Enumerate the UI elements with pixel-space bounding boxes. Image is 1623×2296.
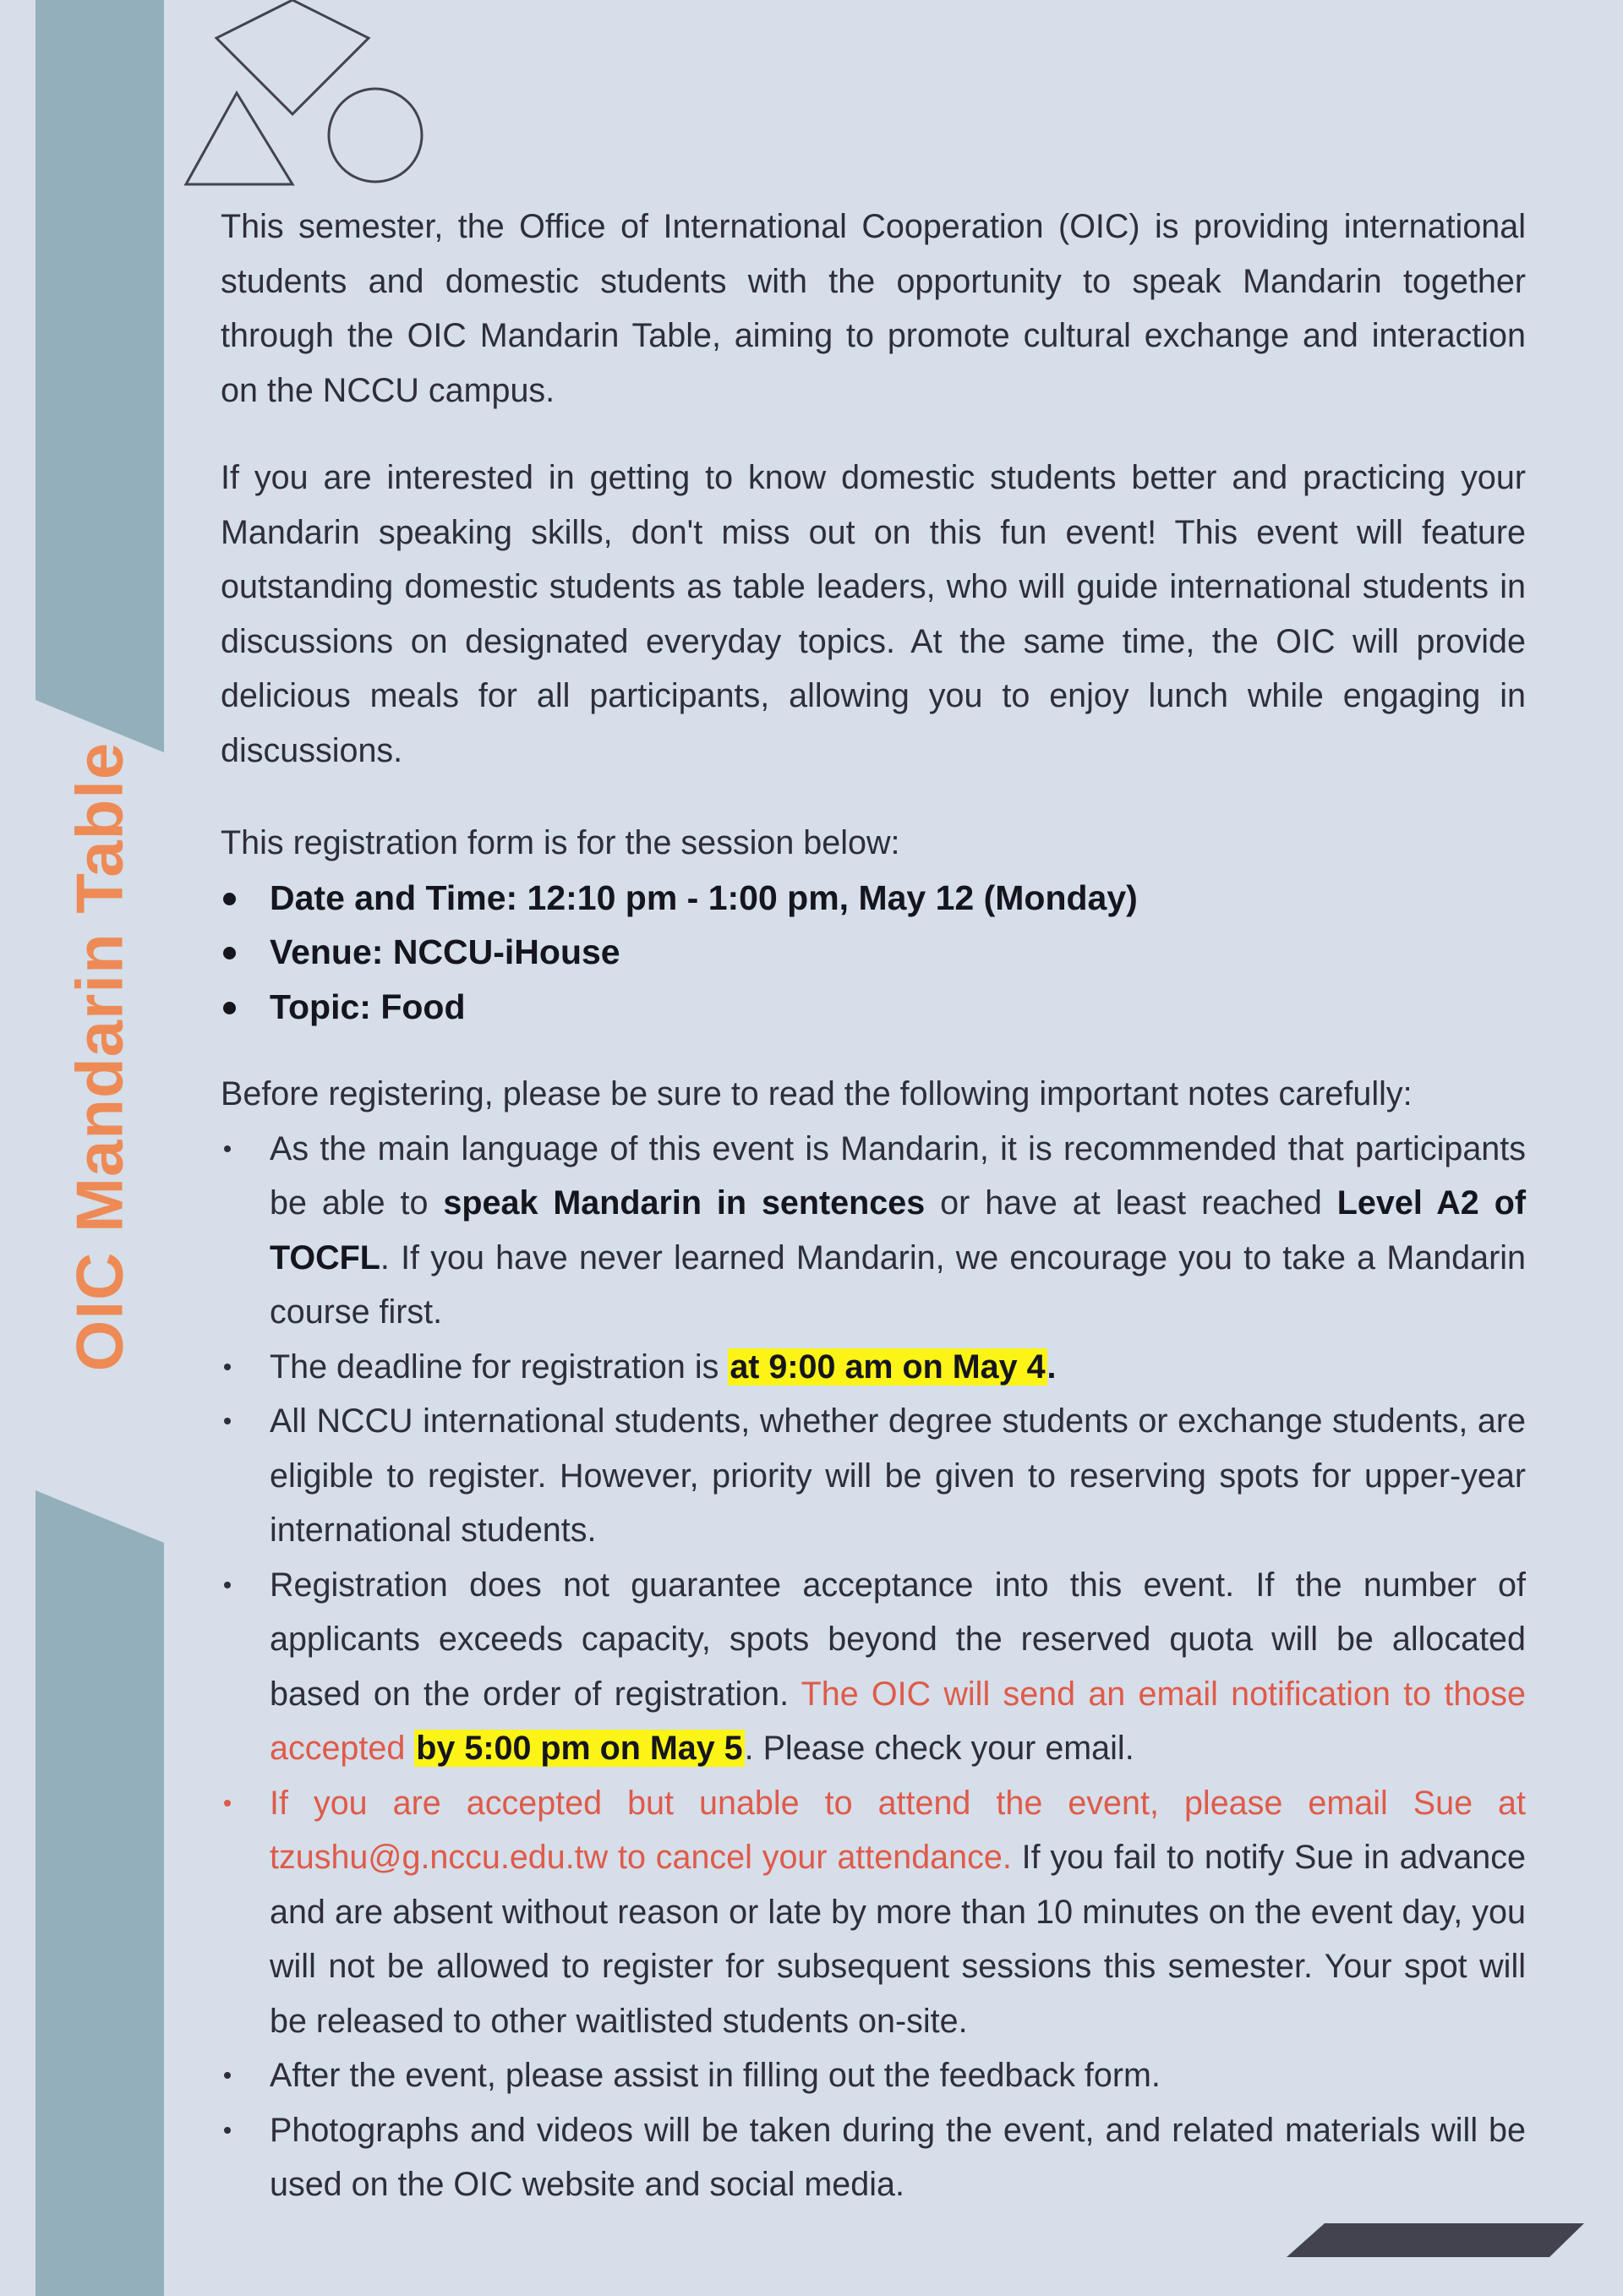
note-text: The deadline for registration is (270, 1348, 729, 1386)
bullet-icon (224, 1418, 231, 1424)
notes-section (221, 1067, 1526, 2212)
session-details (221, 871, 1526, 1035)
note-eligibility (221, 1394, 1526, 1558)
session-section (221, 816, 1526, 1034)
intro-paragraph-2: If you are interested in getting to know domestic students better and practicing your Mandarin speaking skills, don't miss out on this fun event! This event will feature outstanding domestic students as table leaders, who will guide international students in discussions on designated everyday topics. At the same time, the OIC will provide delicious meals for all participants, allowing you to enjoy lunch while engaging in discussions. (221, 459, 1526, 769)
note-media (221, 2103, 1526, 2212)
note-feedback (221, 2048, 1526, 2103)
bullet-icon (224, 1364, 231, 1370)
note-language (221, 1122, 1526, 1340)
notes-lead: Before registering, please be sure to read the following important notes carefully: (221, 1075, 1413, 1112)
bullet-icon (224, 1145, 231, 1152)
session-lead: This registration form is for the session below: (221, 824, 900, 861)
note-text: or have at least reached (925, 1184, 1337, 1222)
intro-paragraph-1: This semester, the Office of International Cooperation (OIC) is providing international students and domestic students with the opportunity to speak Mandarin together through the OIC Mandarin Table, aiming to promote cultural exchange and interaction on the NCCU campus. (221, 208, 1526, 409)
note-acceptance (221, 1558, 1526, 1776)
note-emphasis: speak Mandarin in sentences (443, 1184, 926, 1222)
note-emphasis: Level A2 of TOCFL (270, 1184, 1526, 1276)
sidebar-decoration (0, 0, 169, 2296)
note-text: All NCCU international students, whether degree students or exchange students, are eligible to register. However, priority will be given to reserving spots for upper-year international students. (270, 1402, 1526, 1549)
deadline-highlight: at 9:00 am on May 4 (730, 1348, 1046, 1386)
note-text: As the main language of this event is Mandarin, it is recommended that participants be able to (270, 1129, 1526, 1222)
triangle-icon (186, 93, 292, 184)
note-deadline (221, 1340, 1526, 1395)
note-text: . Please check your email. (744, 1730, 1134, 1767)
bottom-parallelogram-icon (1285, 2222, 1589, 2264)
note-cancellation (221, 1776, 1526, 2049)
bullet-icon (224, 2127, 231, 2134)
note-text: Photographs and videos will be taken during the event, and related materials will be used on the OIC website and social media. (270, 2111, 1526, 2203)
notes-list (221, 1122, 1526, 2212)
parallelogram-shape (1287, 2223, 1584, 2257)
sidebar-band-bottom (36, 1490, 164, 2296)
note-alert-text: The OIC will send an email notification to those accepted (270, 1675, 1526, 1767)
session-venue: Venue: NCCU-iHouse (221, 925, 1526, 980)
geometric-shapes-icon (178, 0, 431, 194)
note-text: . If you have never learned Mandarin, we encourage you to take a Mandarin course first. (270, 1238, 1526, 1331)
session-topic: Topic: Food (221, 980, 1526, 1035)
note-text: After the event, please assist in filling out the feedback form. (270, 2057, 1161, 2094)
notification-highlight: by 5:00 pm on May 5 (416, 1730, 743, 1767)
bullet-icon (224, 1582, 231, 1588)
note-alert-text: If you are accepted but unable to attend the event, please email Sue at tzushu@g.nccu.edu.tw to cancel your attendance. (270, 1784, 1526, 1876)
note-text: If you fail to notify Sue in advance and are absent without reason or late by more than 10 minutes on the event day, you will not be allowed to register for subsequent sessions this semester. Your spot will be released to other waitlisted students on-site. (270, 1839, 1526, 2040)
bullet-icon (224, 1800, 231, 1807)
note-text: Registration does not guarantee acceptance into this event. If the number of applicants exceeds capacity, spots beyond the reserved quota will be allocated based on the order of registration. (270, 1566, 1526, 1713)
session-date-time: Date and Time: 12:10 pm - 1:00 pm, May 12 (Monday) (221, 871, 1526, 926)
bullet-icon (224, 2072, 231, 2079)
note-text: . (1046, 1348, 1057, 1386)
vertical-title: OIC Mandarin Table (62, 741, 137, 1372)
circle-icon (329, 89, 422, 182)
sidebar-band-top (36, 0, 164, 752)
